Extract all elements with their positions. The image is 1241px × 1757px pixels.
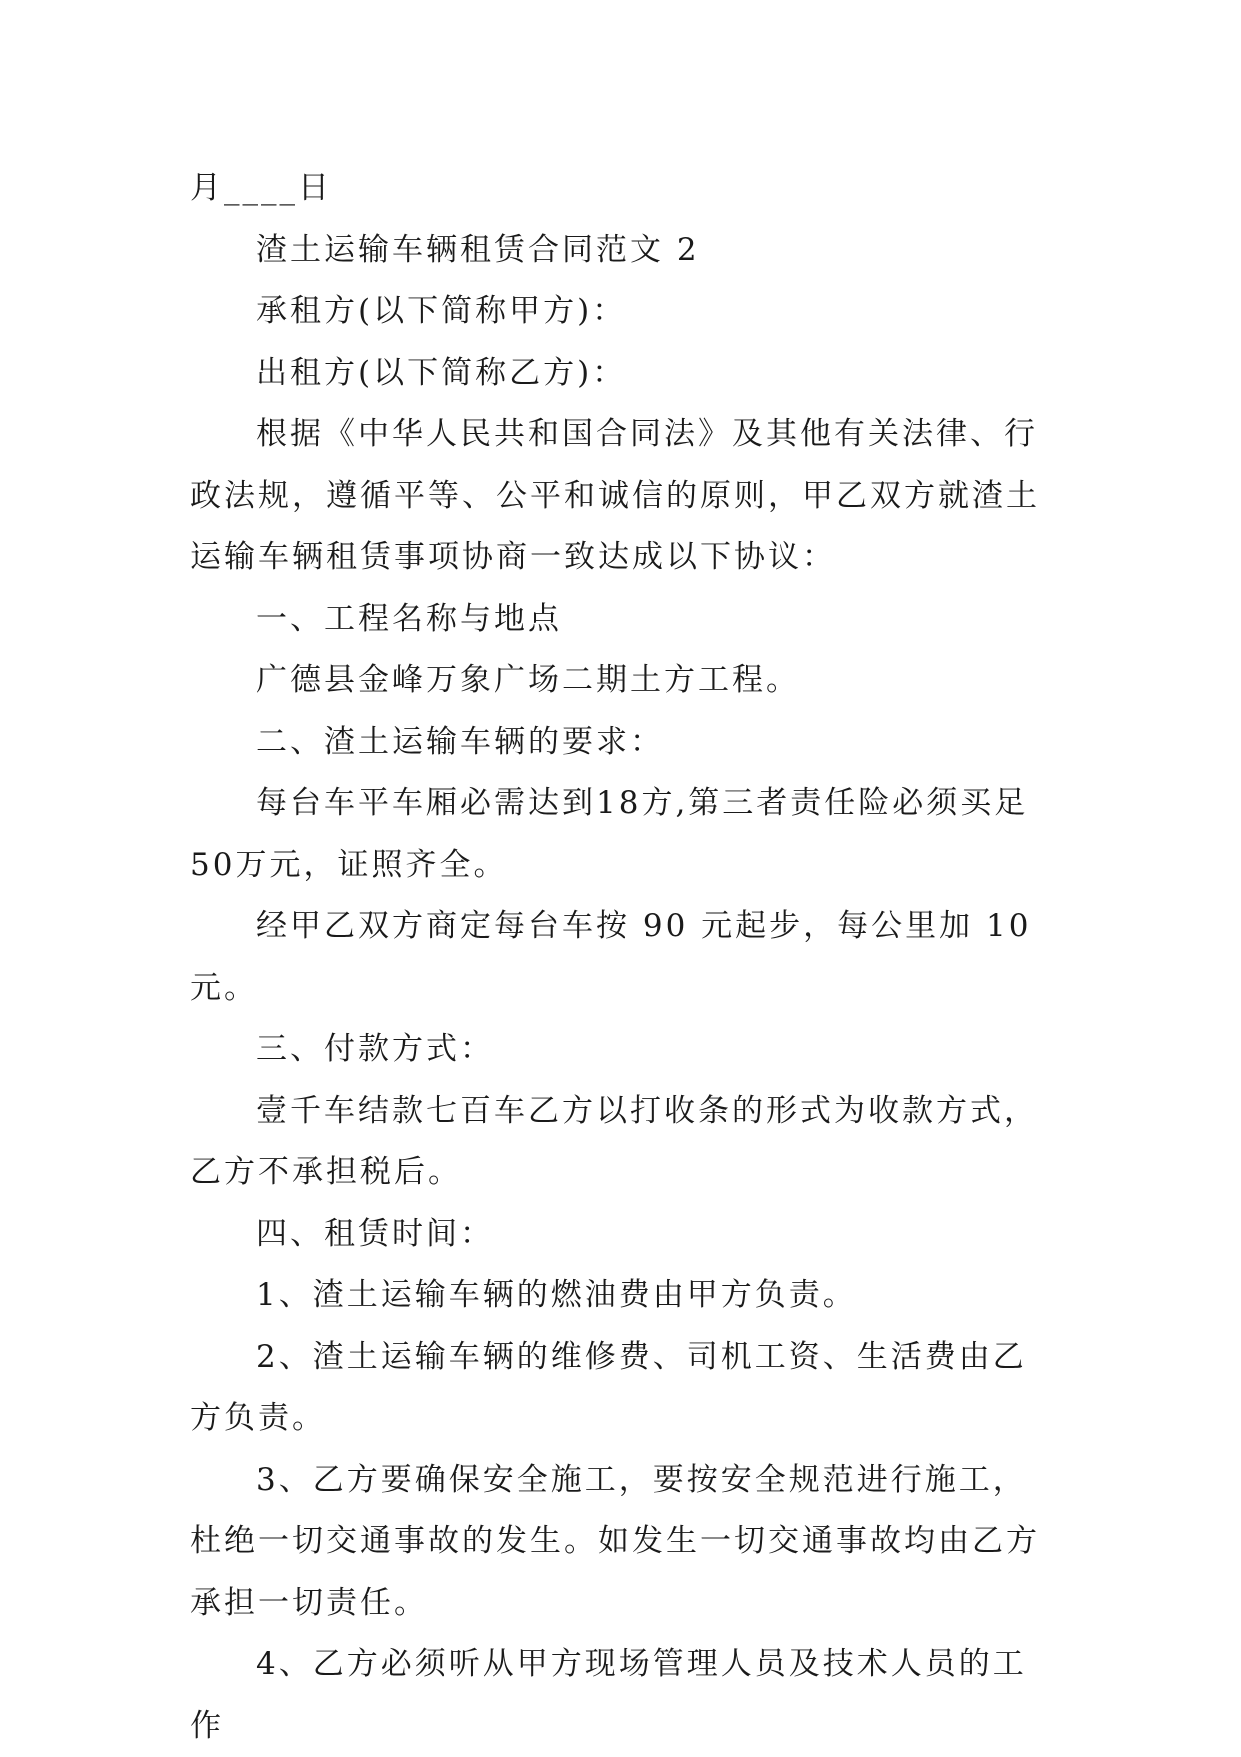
payment-paragraph: 壹千车结款七百车乙方以打收条的形式为收款方式，乙方不承担税后。 <box>190 1092 1038 1190</box>
vehicle-requirement-paragraph: 每台车平车厢必需达到18方,第三者责任险必须买足50万元，证照齐全。 <box>190 785 1029 883</box>
date-line: 月____日 <box>190 170 332 206</box>
contract-title: 渣土运输车辆租赁合同范文 2 <box>256 231 700 268</box>
section-heading-2: 二、渣土运输车辆的要求： <box>256 723 664 760</box>
clause-4: 4、乙方必须听从甲方现场管理人员及技术人员的工作 <box>190 1646 1027 1744</box>
clause-3: 3、乙方要确保安全施工，要按安全规范进行施工，杜绝一切交通事故的发生。如发生一切交通事故均由乙方承担一切责任。 <box>190 1461 1040 1621</box>
lessor-line: 出租方(以下简称乙方)： <box>256 354 627 391</box>
clause-2: 2、渣土运输车辆的维修费、司机工资、生活费由乙方负责。 <box>190 1338 1027 1436</box>
pricing-paragraph: 经甲乙双方商定每台车按 90 元起步，每公里加 10 元。 <box>190 908 1045 1006</box>
preamble-paragraph: 根据《中华人民共和国合同法》及其他有关法律、行政法规，遵循平等、公平和诚信的原则，甲乙双方就渣土运输车辆租赁事项协商一致达成以下协议： <box>190 416 1040 575</box>
section-heading-1: 一、工程名称与地点 <box>256 600 562 637</box>
document-body <box>190 158 1050 1757</box>
project-paragraph: 广德县金峰万象广场二期土方工程。 <box>256 662 800 698</box>
section-heading-4: 四、租赁时间： <box>256 1215 494 1252</box>
clause-1: 1、渣土运输车辆的燃油费由甲方负责。 <box>256 1277 857 1313</box>
lessee-line: 承租方(以下简称甲方)： <box>256 293 627 329</box>
section-heading-3: 三、付款方式： <box>256 1031 494 1067</box>
